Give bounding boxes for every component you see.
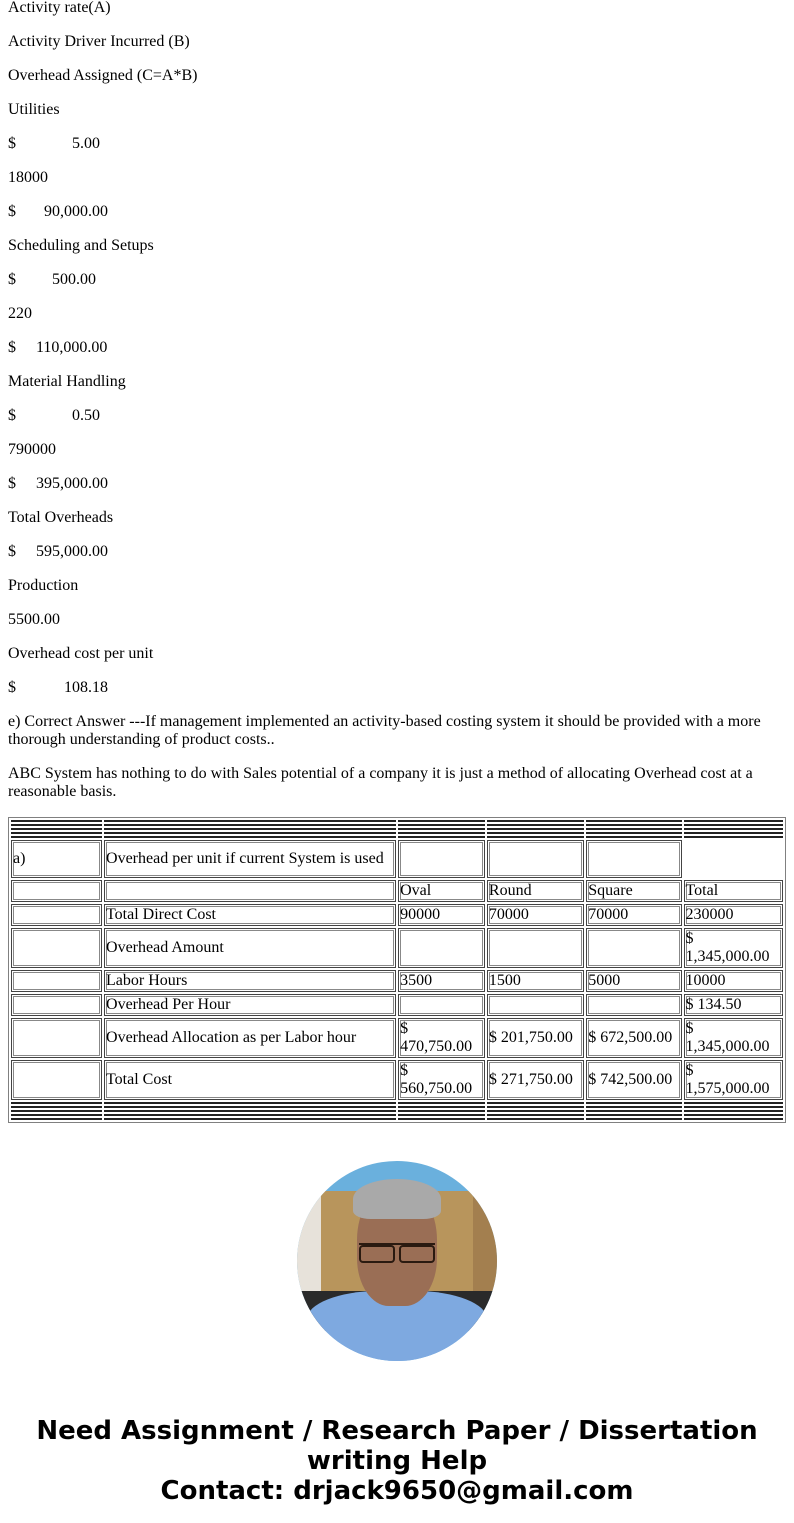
- table-title-row: [11, 840, 783, 878]
- abc-line: Total Overheads: [8, 509, 114, 526]
- column-header: [104, 880, 396, 902]
- column-header-round: Round: [487, 880, 584, 902]
- column-header-total: Total: [684, 880, 784, 902]
- answer-e-paragraph: e) Correct Answer ---If management implemented an activity-based costing system it should be provided with a more thorough understanding of product costs..: [8, 713, 761, 748]
- row-label: Labor Hours: [104, 970, 396, 992]
- cell-round: $ 201,750.00: [487, 1018, 584, 1058]
- abc-line: 5500.00: [8, 611, 60, 628]
- glasses-icon: [359, 1243, 435, 1261]
- cell-total: 230000: [684, 904, 784, 926]
- cell-round: 1500: [487, 970, 584, 992]
- promo-banner: [0, 1416, 794, 1506]
- table-stripe-row: [11, 1102, 783, 1120]
- column-header-square: Square: [586, 880, 681, 902]
- table-row: [11, 970, 783, 992]
- abc-line: Production: [8, 577, 79, 594]
- cell-round: [487, 928, 584, 968]
- cell-round: 70000: [487, 904, 584, 926]
- author-photo-container: [0, 1161, 794, 1366]
- table-row: [11, 928, 783, 968]
- cell-round: $ 271,750.00: [487, 1060, 584, 1100]
- abc-line: Utilities: [8, 101, 60, 118]
- part-description: Overhead per unit if current System is used: [104, 840, 396, 878]
- column-header-oval: Oval: [398, 880, 485, 902]
- abc-note-paragraph: ABC System has nothing to do with Sales potential of a company it is just a method of allocating Overhead cost at a reasonable basis.: [8, 765, 753, 800]
- table-row: [11, 1018, 783, 1058]
- abc-line: Scheduling and Setups: [8, 237, 154, 254]
- promo-headline: Need Assignment / Research Paper / Dissertation writing Help: [36, 1416, 758, 1476]
- table-row: [11, 994, 783, 1016]
- table-row: [11, 1060, 783, 1100]
- abc-line: 790000: [8, 441, 56, 458]
- abc-line: $ 595,000.00: [8, 543, 108, 560]
- cell-square: $ 672,500.00: [586, 1018, 681, 1058]
- table-stripe-row: [11, 820, 783, 838]
- row-label: Overhead Amount: [104, 928, 396, 968]
- cell-oval: 3500: [398, 970, 485, 992]
- abc-line: $ 500.00: [8, 271, 96, 288]
- abc-line: Material Handling: [8, 373, 126, 390]
- cell-oval: [398, 928, 485, 968]
- promo-contact: Contact: drjack9650@gmail.com: [160, 1476, 634, 1506]
- row-label: Total Direct Cost: [104, 904, 396, 926]
- cell-oval: [398, 994, 485, 1016]
- cell-total: $ 1,345,000.00: [684, 928, 784, 968]
- row-label: Overhead Per Hour: [104, 994, 396, 1016]
- abc-line: Overhead cost per unit: [8, 645, 154, 662]
- table-row: [11, 904, 783, 926]
- abc-line: $ 395,000.00: [8, 475, 108, 492]
- abc-line: Activity Driver Incurred (B): [8, 33, 190, 50]
- cell-total: $ 1,575,000.00: [684, 1060, 784, 1100]
- cell-square: [586, 994, 681, 1016]
- abc-line: 220: [8, 305, 32, 322]
- abc-line: 18000: [8, 169, 48, 186]
- overhead-table: [8, 817, 786, 1123]
- row-label: Total Cost: [104, 1060, 396, 1100]
- cell-oval: 90000: [398, 904, 485, 926]
- abc-line: Activity rate(A): [8, 0, 111, 16]
- cell-square: 5000: [586, 970, 681, 992]
- cell-round: [487, 994, 584, 1016]
- abc-line: $ 90,000.00: [8, 203, 108, 220]
- cell-total: $ 134.50: [684, 994, 784, 1016]
- cell-square: [586, 928, 681, 968]
- row-label: Overhead Allocation as per Labor hour: [104, 1018, 396, 1058]
- author-avatar: [297, 1161, 497, 1361]
- cell-total: 10000: [684, 970, 784, 992]
- abc-line: $ 110,000.00: [8, 339, 108, 356]
- column-header: [11, 880, 102, 902]
- cell-oval: $ 560,750.00: [398, 1060, 485, 1100]
- abc-line: Overhead Assigned (C=A*B): [8, 67, 198, 84]
- abc-line: $ 0.50: [8, 407, 100, 424]
- abc-line: $ 5.00: [8, 135, 100, 152]
- abc-line: $ 108.18: [8, 679, 108, 696]
- cell-square: 70000: [586, 904, 681, 926]
- table-header-row: [11, 880, 783, 902]
- cell-oval: $ 470,750.00: [398, 1018, 485, 1058]
- cell-square: $ 742,500.00: [586, 1060, 681, 1100]
- part-label: a): [11, 840, 102, 878]
- cell-total: $ 1,345,000.00: [684, 1018, 784, 1058]
